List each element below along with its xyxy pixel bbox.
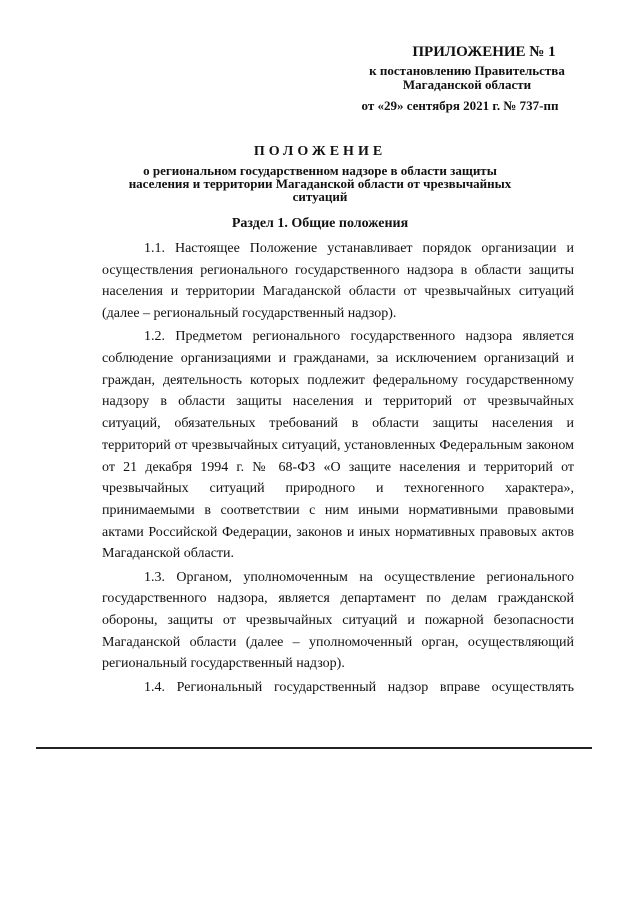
appendix-date: от «29» сентября 2021 г. № 737-пп xyxy=(361,98,559,113)
document-body xyxy=(102,238,574,700)
document-subtitle: о региональном государственном надзоре в области защиты населения и территории Магаданской области от чрезвычайных ситуаций xyxy=(128,163,512,204)
section-title: Раздел 1. Общие положения xyxy=(231,216,409,231)
paragraph-1-2: 1.2. Предметом регионального государственного надзора является соблюдение организациями и гражданами, за исключением организаций и граждан, деятельность которых подлежит федеральному государственному надзору в области защиты населения и территорий от чрезвычайных ситуаций, обязательных требований в области защиты населения и территорий от чрезвычайных ситуаций, установленных Федеральным законом от 21 декабря 1994 г. № 68-ФЗ «О защите населения и территорий от чрезвычайных ситуаций природного и техногенного характера», принимаемыми в соответствии с ним иными нормативными правовыми актами Российской Федерации, законов и иных нормативных правовых актов Магаданской области. xyxy=(102,329,574,562)
appendix-title: ПРИЛОЖЕНИЕ № 1 xyxy=(412,44,556,60)
appendix-reference: к постановлению Правительства Магаданской области xyxy=(369,63,565,92)
document-title: ПОЛОЖЕНИЕ xyxy=(253,144,387,159)
paragraph-1-4: 1.4. Региональный государственный надзор вправе осуществлять xyxy=(144,679,574,695)
paragraph-1-1: 1.1. Настоящее Положение устанавливает порядок организации и осуществления регионального государственного надзора в области защиты населения и территории Магаданской области от чрезвычайных ситуаций (далее – региональный государственный надзор). xyxy=(102,241,574,322)
paragraph-1-3: 1.3. Органом, уполномоченным на осуществление регионального государственного надзора, является департамент по делам гражданской обороны, защиты от чрезвычайных ситуаций и пожарной безопасности Магаданской области (далее – уполномоченный орган, осуществляющий региональный государственный надзор). xyxy=(102,569,574,672)
page-bottom-rule xyxy=(36,747,592,749)
